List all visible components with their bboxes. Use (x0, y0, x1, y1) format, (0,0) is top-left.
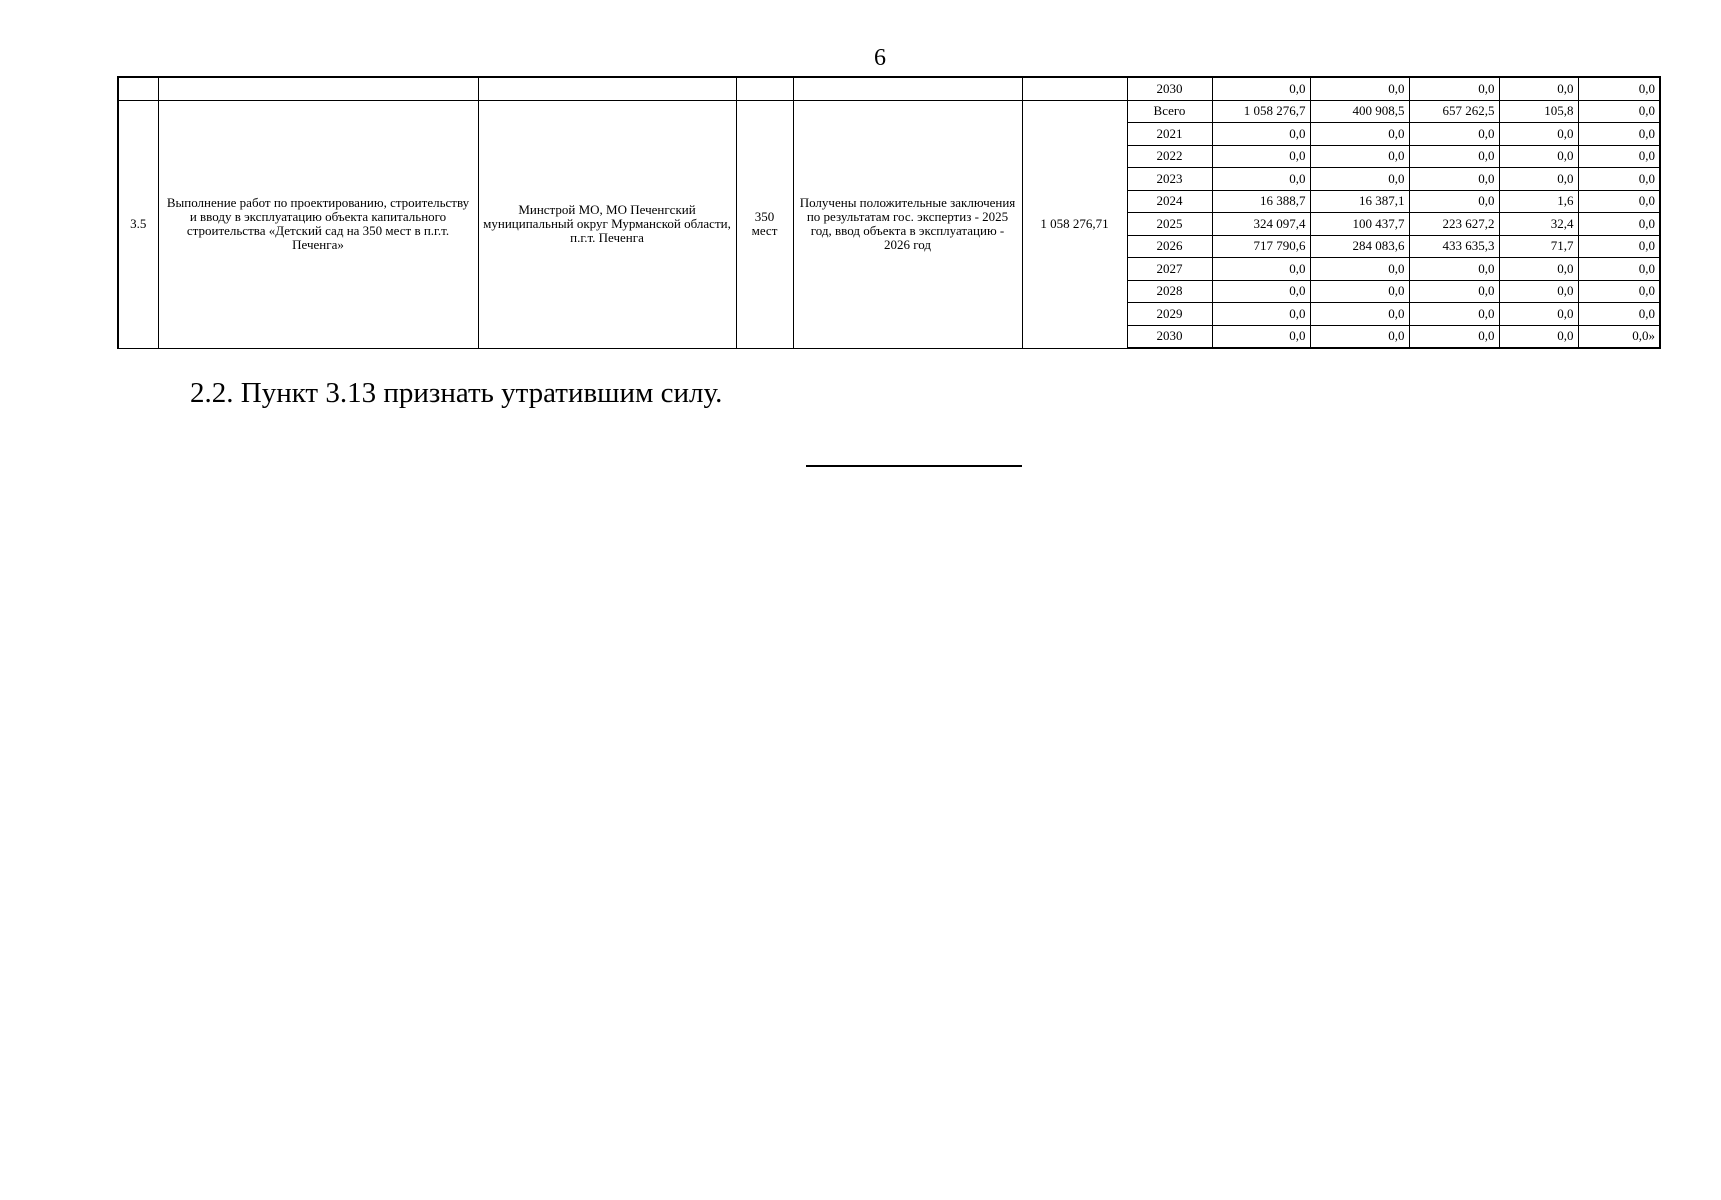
value-cell: 0,0 (1409, 303, 1499, 326)
value-cell: 100 437,7 (1310, 213, 1409, 236)
year-cell: 2029 (1127, 303, 1212, 326)
item-name: Выполнение работ по проектированию, строительству и вводу в эксплуатацию объекта капитального строительства «Детский сад на 350 мест в п.г.т. Печенга» (158, 100, 478, 348)
value-cell: 0,0 (1212, 325, 1310, 348)
empty-cell (793, 77, 1022, 100)
item-capacity: 350 мест (736, 100, 793, 348)
value-cell: 0,0 (1212, 303, 1310, 326)
year-cell: 2021 (1127, 123, 1212, 146)
value-cell: 0,0 (1409, 190, 1499, 213)
value-cell: 16 388,7 (1212, 190, 1310, 213)
value-cell: 0,0 (1310, 258, 1409, 281)
item-executor: Минстрой МО, МО Печенгский муниципальный округ Мурманской области, п.г.т. Печенга (478, 100, 736, 348)
value-cell: 433 635,3 (1409, 235, 1499, 258)
empty-cell (118, 77, 158, 100)
page-number: 6 (874, 45, 886, 71)
value-cell: 0,0 (1212, 280, 1310, 303)
value-cell: 0,0 (1578, 123, 1660, 146)
table-row (118, 100, 1660, 123)
value-cell: 324 097,4 (1212, 213, 1310, 236)
year-cell: Всего (1127, 100, 1212, 123)
value-cell: 284 083,6 (1310, 235, 1409, 258)
value-cell: 0,0 (1409, 145, 1499, 168)
value-cell: 0,0 (1409, 77, 1499, 100)
empty-cell (736, 77, 793, 100)
value-cell: 0,0 (1499, 145, 1578, 168)
value-cell: 0,0» (1578, 325, 1660, 348)
value-cell: 0,0 (1310, 280, 1409, 303)
value-cell: 400 908,5 (1310, 100, 1409, 123)
year-cell: 2028 (1127, 280, 1212, 303)
value-cell: 0,0 (1578, 77, 1660, 100)
value-cell: 0,0 (1578, 213, 1660, 236)
value-cell: 0,0 (1212, 77, 1310, 100)
value-cell: 0,0 (1578, 145, 1660, 168)
table-row-continuation (118, 77, 1660, 100)
year-cell: 2025 (1127, 213, 1212, 236)
value-cell: 0,0 (1409, 325, 1499, 348)
value-cell: 0,0 (1578, 168, 1660, 191)
value-cell: 0,0 (1212, 123, 1310, 146)
value-cell: 0,0 (1578, 258, 1660, 281)
value-cell: 0,0 (1499, 77, 1578, 100)
value-cell: 1,6 (1499, 190, 1578, 213)
value-cell: 0,0 (1409, 280, 1499, 303)
value-cell: 0,0 (1578, 100, 1660, 123)
year-cell: 2022 (1127, 145, 1212, 168)
value-cell: 71,7 (1499, 235, 1578, 258)
year-cell: 2023 (1127, 168, 1212, 191)
item-cost: 1 058 276,71 (1022, 100, 1127, 348)
end-divider (806, 465, 1022, 467)
value-cell: 0,0 (1499, 303, 1578, 326)
value-cell: 0,0 (1499, 325, 1578, 348)
year-cell: 2027 (1127, 258, 1212, 281)
value-cell: 0,0 (1310, 123, 1409, 146)
value-cell: 16 387,1 (1310, 190, 1409, 213)
year-cell: 2030 (1127, 325, 1212, 348)
value-cell: 0,0 (1310, 168, 1409, 191)
year-cell: 2024 (1127, 190, 1212, 213)
value-cell: 223 627,2 (1409, 213, 1499, 236)
value-cell: 717 790,6 (1212, 235, 1310, 258)
value-cell: 0,0 (1499, 123, 1578, 146)
year-cell: 2030 (1127, 77, 1212, 100)
value-cell: 0,0 (1310, 325, 1409, 348)
value-cell: 0,0 (1212, 145, 1310, 168)
value-cell: 0,0 (1499, 168, 1578, 191)
value-cell: 0,0 (1578, 280, 1660, 303)
empty-cell (1022, 77, 1127, 100)
value-cell: 0,0 (1310, 145, 1409, 168)
value-cell: 32,4 (1499, 213, 1578, 236)
value-cell: 0,0 (1409, 258, 1499, 281)
empty-cell (158, 77, 478, 100)
value-cell: 0,0 (1212, 258, 1310, 281)
value-cell: 0,0 (1212, 168, 1310, 191)
value-cell: 0,0 (1499, 280, 1578, 303)
value-cell: 0,0 (1310, 303, 1409, 326)
value-cell: 0,0 (1409, 168, 1499, 191)
empty-cell (478, 77, 736, 100)
value-cell: 0,0 (1578, 190, 1660, 213)
item-number: 3.5 (118, 100, 158, 348)
value-cell: 105,8 (1499, 100, 1578, 123)
year-cell: 2026 (1127, 235, 1212, 258)
program-table (117, 76, 1661, 349)
value-cell: 0,0 (1499, 258, 1578, 281)
paragraph-text: 2.2. Пункт 3.13 признать утратившим силу. (190, 377, 723, 409)
item-result: Получены положительные заключения по результатам гос. экспертиз - 2025 год, ввод объекта в эксплуатацию - 2026 год (793, 100, 1022, 348)
value-cell: 0,0 (1409, 123, 1499, 146)
value-cell: 657 262,5 (1409, 100, 1499, 123)
value-cell: 1 058 276,7 (1212, 100, 1310, 123)
value-cell: 0,0 (1578, 303, 1660, 326)
value-cell: 0,0 (1310, 77, 1409, 100)
value-cell: 0,0 (1578, 235, 1660, 258)
